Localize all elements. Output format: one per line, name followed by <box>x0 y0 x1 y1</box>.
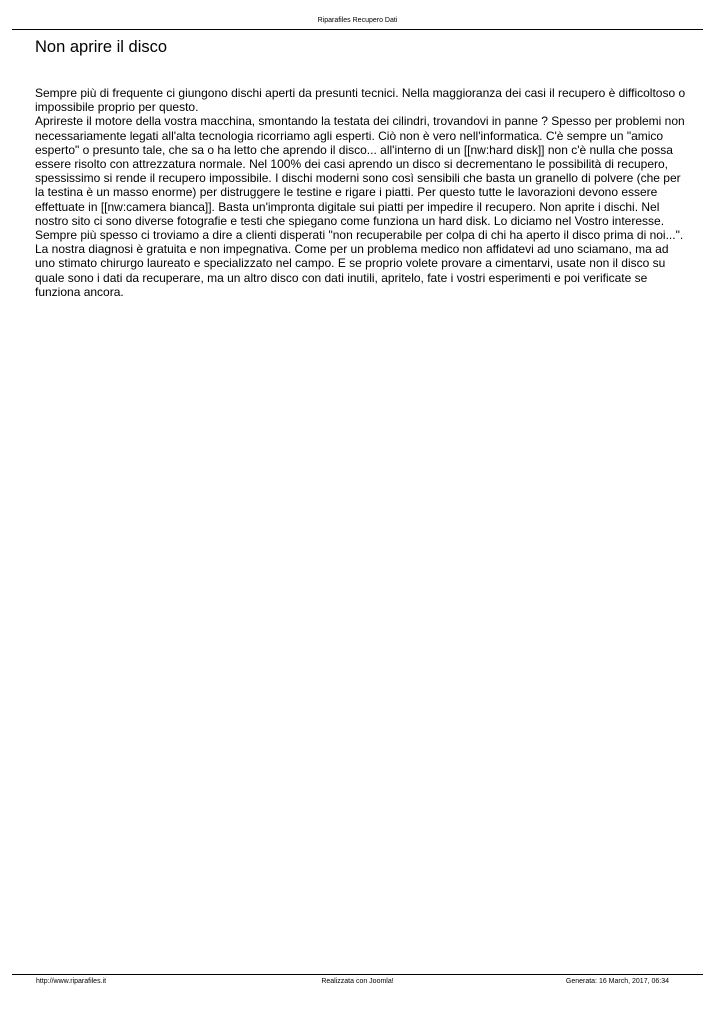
article-paragraph-1: Sempre più di frequente ci giungono dischi aperti da presunti tecnici. Nella maggioranza dei casi il recupero è difficoltoso o impossibile proprio per questo. <box>35 86 686 115</box>
page-footer <box>12 974 703 987</box>
site-title: Riparafiles Recupero Dati <box>317 17 398 24</box>
page-title: Non aprire il disco <box>35 38 168 56</box>
footer-credit: Realizzata con Joomla! <box>321 978 394 985</box>
footer-generated-date: Generata: 16 March, 2017, 06:34 <box>565 978 669 985</box>
page-header <box>12 14 703 30</box>
article-body <box>35 86 687 299</box>
article-paragraph-2: Aprireste il motore della vostra macchina, smontando la testata dei cilindri, trovandovi in panne ? Spesso per problemi non necessariamente legati all'alta tecnologia ricorriamo agli esperti. Ciò non è vero nell'informatica. C'è sempre un "amico esperto" o presunto tale, che sa o ha letto che aprendo il disco... all'interno di un [[nw:hard disk]] non c'è nulla che possa essere risolto con attrezzatura normale. Nel 100% dei casi aprendo un disco si decrementano le possibilità di recupero, spessissimo si rende il recupero impossibile. I dischi moderni sono così sensibili che basta un granello di polvere (che per la testina è un masso enorme) per distruggere le testine e rigare i piatti. Per questo tutte le lavorazioni devono essere effettuate in [[nw:camera bianca]]. Basta un'impronta digitale sui piatti per impedire il recupero. Non aprite i dischi. Nel nostro sito ci sono diverse fotografie e testi che spiegano come funziona un hard disk. Lo diciamo nel Vostro interesse. Sempre più spesso ci troviamo a dire a clienti disperati "non recuperabile per colpa di chi ha aperto il disco prima di noi...". La nostra diagnosi è gratuita e non impegnativa. Come per un problema medico non affidatevi ad uno sciamano, ma ad uno stimato chirurgo laureato e specializzato nel campo. E se proprio volete provare a cimentarvi, usate non il disco su quale sono i dati da recuperare, ma un altro disco con dati inutili, apritelo, fate i vostri esperimenti e poi verificate se funziona ancora. <box>35 114 685 299</box>
footer-url: http://www.riparafiles.it <box>36 978 107 985</box>
